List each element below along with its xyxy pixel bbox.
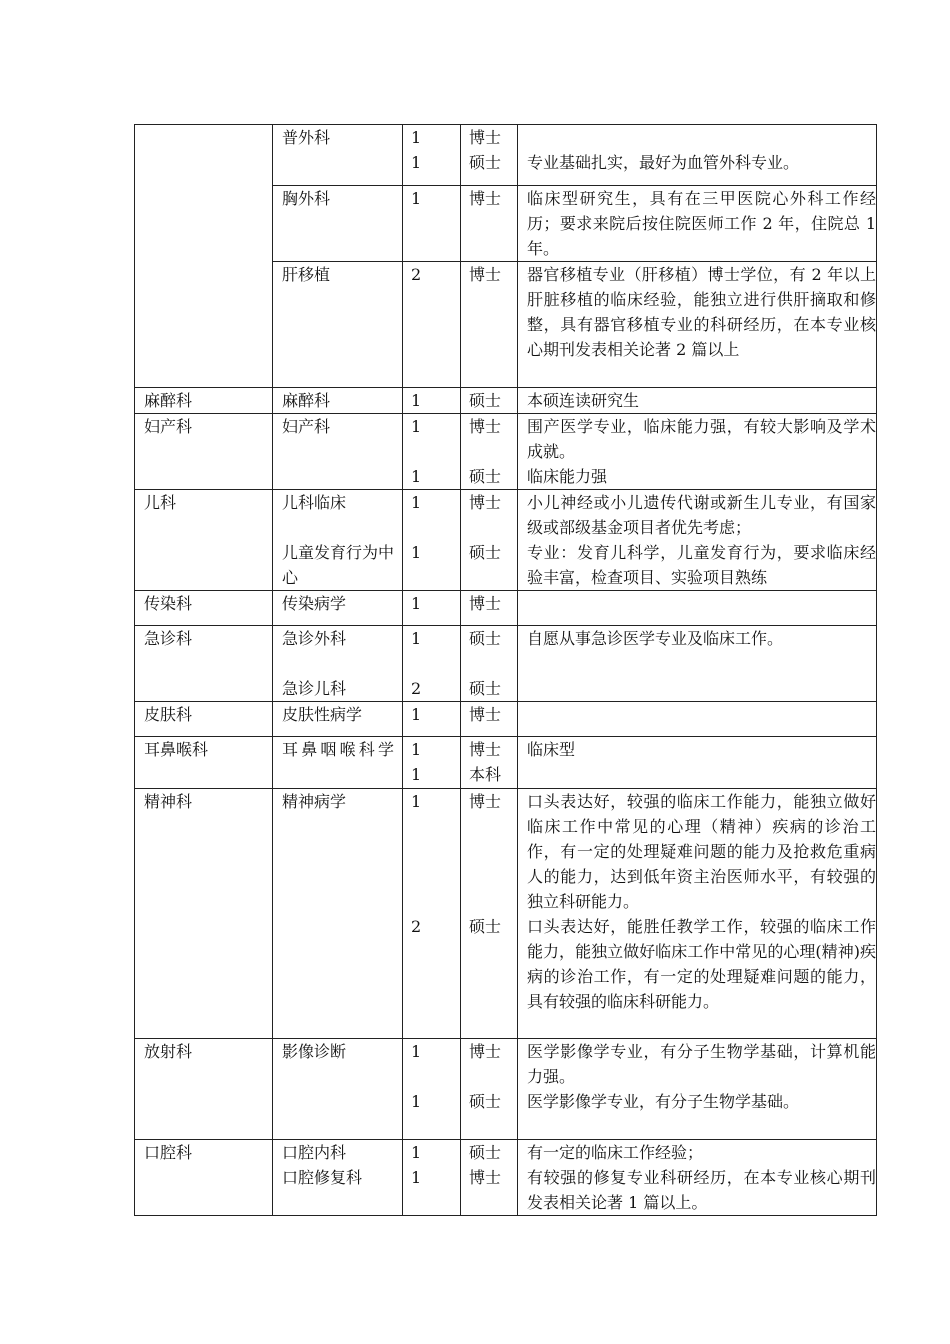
subspecialty-cell: 精神病学 [273, 789, 403, 1039]
subspecialty-cell: 急诊外科 急诊儿科 [273, 626, 403, 702]
recruitment-table [134, 124, 877, 1216]
requirement-cell: 口头表达好，较强的临床工作能力，能独立做好临床工作中常见的心理（精神）疾病的诊治工作，有一定的处理疑难问题的能力及抢救危重病人的能力，达到低年资主治医师水平，有较强的独立科研能力。 口头表达好，能胜任教学工作，较强的临床工作能力，能独立做好临床工作中常见的心理(精神)疾病的诊治工作，有一定的处理疑难问题的能力，具有较强的临床科研能力。 [518, 789, 877, 1039]
requirement-cell: 自愿从事急诊医学专业及临床工作。 [518, 626, 877, 702]
requirement-cell: 小儿神经或小儿遗传代谢或新生儿专业，有国家级或部级基金项目者优先考虑； 专业：发育儿科学，儿童发育行为，要求临床经验丰富，检查项目、实验项目熟练 [518, 490, 877, 591]
department-cell: 儿科 [135, 490, 273, 591]
requirement-cell: 临床型 [518, 737, 877, 789]
count-cell: 2 [403, 262, 461, 388]
subspecialty-cell: 影像诊断 [273, 1039, 403, 1140]
requirement-cell [518, 702, 877, 737]
table-row [135, 490, 877, 591]
table-row [135, 591, 877, 626]
count-cell: 1 1 [403, 737, 461, 789]
degree-cell: 硕士 博士 [461, 1140, 518, 1216]
count-cell: 1 [403, 186, 461, 262]
degree-cell: 博士 硕士 [461, 414, 518, 490]
count-cell: 1 [403, 702, 461, 737]
requirement-cell: 有一定的临床工作经验； 有较强的修复专业科研经历，在本专业核心期刊发表相关论著 1 篇以上。 [518, 1140, 877, 1216]
table-row [135, 1140, 877, 1216]
department-cell: 口腔科 [135, 1140, 273, 1216]
subspecialty-cell: 传染病学 [273, 591, 403, 626]
department-cell: 麻醉科 [135, 388, 273, 414]
department-cell [135, 125, 273, 388]
table-row [135, 702, 877, 737]
table-row [135, 1039, 877, 1140]
requirement-cell: 专业基础扎实，最好为血管外科专业。 [518, 125, 877, 186]
degree-cell: 硕士 [461, 388, 518, 414]
requirement-cell: 临床型研究生，具有在三甲医院心外科工作经历；要求来院后按住院医师工作 2 年，住院总 1 年。 [518, 186, 877, 262]
requirement-cell: 本硕连读研究生 [518, 388, 877, 414]
subspecialty-cell: 麻醉科 [273, 388, 403, 414]
subspecialty-cell: 普外科 [273, 125, 403, 186]
table-row [135, 125, 877, 186]
table-row [135, 789, 877, 1039]
degree-cell: 博士 硕士 [461, 1039, 518, 1140]
count-cell: 1 2 [403, 789, 461, 1039]
subspecialty-cell: 儿科临床 儿童发育行为中心 [273, 490, 403, 591]
requirement-cell: 医学影像学专业，有分子生物学基础，计算机能力强。 医学影像学专业，有分子生物学基础。 [518, 1039, 877, 1140]
subspecialty-cell: 妇产科 [273, 414, 403, 490]
table-row [135, 414, 877, 490]
department-cell: 放射科 [135, 1039, 273, 1140]
requirement-cell [518, 591, 877, 626]
count-cell: 1 [403, 388, 461, 414]
department-cell: 传染科 [135, 591, 273, 626]
count-cell: 1 1 [403, 125, 461, 186]
degree-cell: 博士 硕士 [461, 490, 518, 591]
table-row [135, 626, 877, 702]
degree-cell: 博士 硕士 [461, 789, 518, 1039]
department-cell: 妇产科 [135, 414, 273, 490]
subspecialty-cell: 口腔内科 口腔修复科 [273, 1140, 403, 1216]
department-cell: 皮肤科 [135, 702, 273, 737]
requirement-cell: 器官移植专业（肝移植）博士学位，有 2 年以上肝脏移植的临床经验，能独立进行供肝摘取和修整，具有器官移植专业的科研经历，在本专业核心期刊发表相关论著 2 篇以上 [518, 262, 877, 388]
degree-cell: 博士 硕士 [461, 125, 518, 186]
count-cell: 1 1 [403, 490, 461, 591]
degree-cell: 硕士 硕士 [461, 626, 518, 702]
degree-cell: 博士 [461, 591, 518, 626]
subspecialty-cell: 肝移植 [273, 262, 403, 388]
subspecialty-cell: 胸外科 [273, 186, 403, 262]
count-cell: 1 2 [403, 626, 461, 702]
degree-cell: 博士 本科 [461, 737, 518, 789]
department-cell: 精神科 [135, 789, 273, 1039]
subspecialty-cell: 皮肤性病学 [273, 702, 403, 737]
department-cell: 耳鼻喉科 [135, 737, 273, 789]
requirement-cell: 围产医学专业，临床能力强，有较大影响及学术成就。 临床能力强 [518, 414, 877, 490]
table-row [135, 737, 877, 789]
degree-cell: 博士 [461, 702, 518, 737]
subspecialty-cell: 耳鼻咽喉科学 [273, 737, 403, 789]
degree-cell: 博士 [461, 262, 518, 388]
count-cell: 1 1 [403, 1039, 461, 1140]
degree-cell: 博士 [461, 186, 518, 262]
department-cell: 急诊科 [135, 626, 273, 702]
count-cell: 1 1 [403, 1140, 461, 1216]
table-row [135, 388, 877, 414]
count-cell: 1 1 [403, 414, 461, 490]
count-cell: 1 [403, 591, 461, 626]
